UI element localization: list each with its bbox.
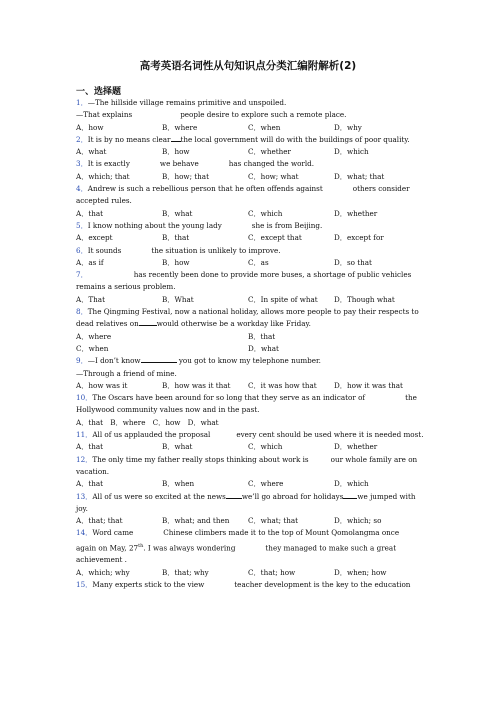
question-1-line-2 xyxy=(76,109,420,121)
option-c[interactable]: C．which xyxy=(248,442,283,452)
question-text: we jumped with joy. xyxy=(76,491,416,513)
option-c[interactable]: C．where xyxy=(248,479,284,489)
question-number: 10． xyxy=(76,393,93,403)
option-a[interactable]: A．which; that xyxy=(76,171,130,181)
page-title: 高考英语名词性从句知识点分类汇编附解析(2) xyxy=(139,60,357,72)
option-a[interactable]: A．that xyxy=(76,442,104,452)
question-number: 6． xyxy=(76,245,88,255)
question-text: would otherwise be a workday like Friday. xyxy=(156,319,311,329)
question-text: —That explains xyxy=(76,110,133,120)
question-text: the Hollywood community values now and in the past. xyxy=(76,393,417,415)
option-c[interactable]: C．when xyxy=(76,343,109,353)
question-text: —I don’t know xyxy=(87,356,141,366)
option-c[interactable]: C．when xyxy=(248,122,281,132)
option-a[interactable]: A．how xyxy=(76,122,104,132)
option-b[interactable]: B．what; and then xyxy=(162,516,230,526)
option-d[interactable]: D．why xyxy=(334,122,362,132)
question-4 xyxy=(76,183,420,208)
question-number: 12． xyxy=(76,454,93,464)
question-text: has recently been done to provide more buses, a shortage of public vehicles remains a serious problem. xyxy=(76,270,412,292)
option-b[interactable]: B．what xyxy=(162,208,193,218)
option-b[interactable]: B．how xyxy=(162,147,190,157)
question-text: Chinese climbers made it to the top of Mount Qomolangma once again on May, 27 xyxy=(76,528,400,553)
question-number: 11． xyxy=(76,430,93,440)
question-5 xyxy=(76,220,420,232)
question-text: Andrew is such a rebellious person that he often offends against xyxy=(87,184,323,194)
superscript: th xyxy=(138,542,144,549)
option-b[interactable]: B．how was it that xyxy=(162,380,231,390)
question-7-options xyxy=(76,294,420,306)
question-13 xyxy=(76,491,420,516)
option-c[interactable]: C．except that xyxy=(248,233,302,243)
question-11-options xyxy=(76,441,420,453)
question-number: 15． xyxy=(76,579,93,589)
question-1 xyxy=(76,97,420,109)
question-8 xyxy=(76,306,420,331)
question-number: 1． xyxy=(76,98,88,107)
question-text: we behave xyxy=(159,159,199,169)
option-b[interactable]: B．how xyxy=(162,257,190,267)
option-c[interactable]: C．as xyxy=(248,257,269,267)
question-text: —Through a friend of mine. xyxy=(76,368,177,378)
question-text: has changed the world. xyxy=(228,159,315,169)
option-d[interactable]: D．whether xyxy=(334,442,378,452)
question-text: The Oscars have been around for so long that they serve as an indicator of xyxy=(92,393,366,403)
question-text: All of us were so excited at the news xyxy=(92,491,226,501)
option-c[interactable]: C．In spite of what xyxy=(248,294,318,304)
option-a[interactable]: A．except xyxy=(76,233,113,243)
question-number: 2． xyxy=(76,134,88,144)
question-text: they managed to make such a great achievement . xyxy=(76,543,397,565)
option-a[interactable]: A．where xyxy=(76,331,112,341)
question-9-options xyxy=(76,380,420,392)
option-d[interactable]: D．whether xyxy=(334,208,378,218)
option-b[interactable]: B．how; that xyxy=(162,171,209,181)
question-12-options xyxy=(76,478,420,490)
option-d[interactable]: D．what xyxy=(248,343,279,353)
question-3 xyxy=(76,158,420,170)
question-number: 8． xyxy=(76,307,88,317)
option-a[interactable]: A．as if xyxy=(76,257,104,267)
question-text: people desire to explore such a remote place. xyxy=(180,110,347,120)
option-b[interactable]: B．where xyxy=(162,122,198,132)
option-a[interactable]: A．that; that xyxy=(76,516,123,526)
question-text: The only time my father really stops thinking about work is xyxy=(92,454,309,464)
question-number: 5． xyxy=(76,220,88,230)
option-d[interactable]: D．what; that xyxy=(334,171,385,181)
question-11 xyxy=(76,429,424,441)
question-text: . I was always wondering xyxy=(143,543,236,553)
question-text: you got to know my telephone number. xyxy=(178,356,321,366)
question-text: others consider accepted rules. xyxy=(76,184,410,206)
question-text: every cent should be used where it is needed most. xyxy=(236,430,424,440)
option-d[interactable]: D．except for xyxy=(334,233,384,243)
question-text: our whole family are on vacation. xyxy=(76,454,418,476)
question-10 xyxy=(76,392,420,417)
question-text: the local government will do with the buildings of poor quality. xyxy=(180,134,410,144)
question-text: It is exactly xyxy=(87,159,130,169)
option-d[interactable]: D．which xyxy=(334,147,369,157)
question-13-options xyxy=(76,515,420,527)
question-number: 7． xyxy=(76,270,88,280)
question-12 xyxy=(76,454,420,479)
option-d[interactable]: D．which xyxy=(334,479,369,489)
question-text: we’ll go abroad for holidays xyxy=(241,491,344,501)
question-text: The Qingming Festival, now a national holiday, allows more people to pay their respects to dead relatives on xyxy=(76,307,419,329)
option-d[interactable]: D．Though what xyxy=(334,294,395,304)
question-text: teacher development is the key to the education xyxy=(234,579,411,589)
option-b[interactable]: B．What xyxy=(162,294,194,304)
question-14 xyxy=(76,527,420,566)
option-a[interactable]: A．that xyxy=(76,479,104,489)
option-b[interactable]: B．when xyxy=(162,479,195,489)
question-4-options xyxy=(76,208,420,220)
question-text: It is by no means clear xyxy=(87,134,171,144)
question-9-reply xyxy=(76,368,420,380)
question-8-options-row-2 xyxy=(76,343,420,355)
option-c[interactable]: C．which xyxy=(248,208,283,218)
question-number: 3． xyxy=(76,159,88,169)
question-list xyxy=(76,97,424,591)
question-text: All of us applauded the proposal xyxy=(92,430,211,440)
question-number: 9． xyxy=(76,356,88,366)
question-number: 4． xyxy=(76,184,88,194)
option-b[interactable]: B．that; why xyxy=(162,567,209,577)
question-2-options xyxy=(76,146,420,158)
option-c[interactable]: C．whether xyxy=(248,147,291,157)
question-text: Word came xyxy=(92,528,134,538)
question-text: the situation is unlikely to improve. xyxy=(151,245,281,255)
option-d[interactable]: D．which; so xyxy=(334,516,382,526)
option-c[interactable]: C．how; what xyxy=(248,171,299,181)
option-a[interactable]: A．That xyxy=(76,294,105,304)
question-text: I know nothing about the young lady xyxy=(87,220,222,230)
question-10-options xyxy=(76,417,420,429)
option-c[interactable]: C．that; how xyxy=(248,567,296,577)
question-9 xyxy=(76,355,420,367)
question-14-options xyxy=(76,567,420,579)
option-c[interactable]: C．what; that xyxy=(248,516,299,526)
option-d[interactable]: D．how it was that xyxy=(334,380,403,390)
options-inline[interactable]: A．that B．where C．how D．what xyxy=(76,417,219,427)
option-a[interactable]: A．which; why xyxy=(76,567,130,577)
question-6-options xyxy=(76,257,420,269)
question-number: 13． xyxy=(76,491,93,501)
question-text: Many experts stick to the view xyxy=(92,579,205,589)
question-15 xyxy=(76,579,420,591)
option-d[interactable]: D．so that xyxy=(334,257,372,267)
option-a[interactable]: A．what xyxy=(76,147,107,157)
question-2 xyxy=(76,134,420,146)
option-b[interactable]: B．that xyxy=(162,233,190,243)
question-number: 14． xyxy=(76,528,93,538)
section-heading: 一、选择题 xyxy=(76,87,122,97)
question-6 xyxy=(76,245,420,257)
option-b[interactable]: B．that xyxy=(248,331,276,341)
question-text: It sounds xyxy=(87,245,122,255)
question-text: —The hillside village remains primitive and unspoiled. xyxy=(87,98,287,107)
option-a[interactable]: A．how was it xyxy=(76,380,128,390)
option-d[interactable]: D．when; how xyxy=(334,567,387,577)
option-c[interactable]: C．it was how that xyxy=(248,380,317,390)
question-text: she is from Beijing. xyxy=(251,220,323,230)
option-a[interactable]: A．that xyxy=(76,208,104,218)
question-1-options xyxy=(76,122,420,134)
option-b[interactable]: B．what xyxy=(162,442,193,452)
question-7 xyxy=(76,269,420,294)
question-5-options xyxy=(76,232,420,244)
question-3-options xyxy=(76,171,420,183)
question-8-options-row-1 xyxy=(76,331,420,343)
